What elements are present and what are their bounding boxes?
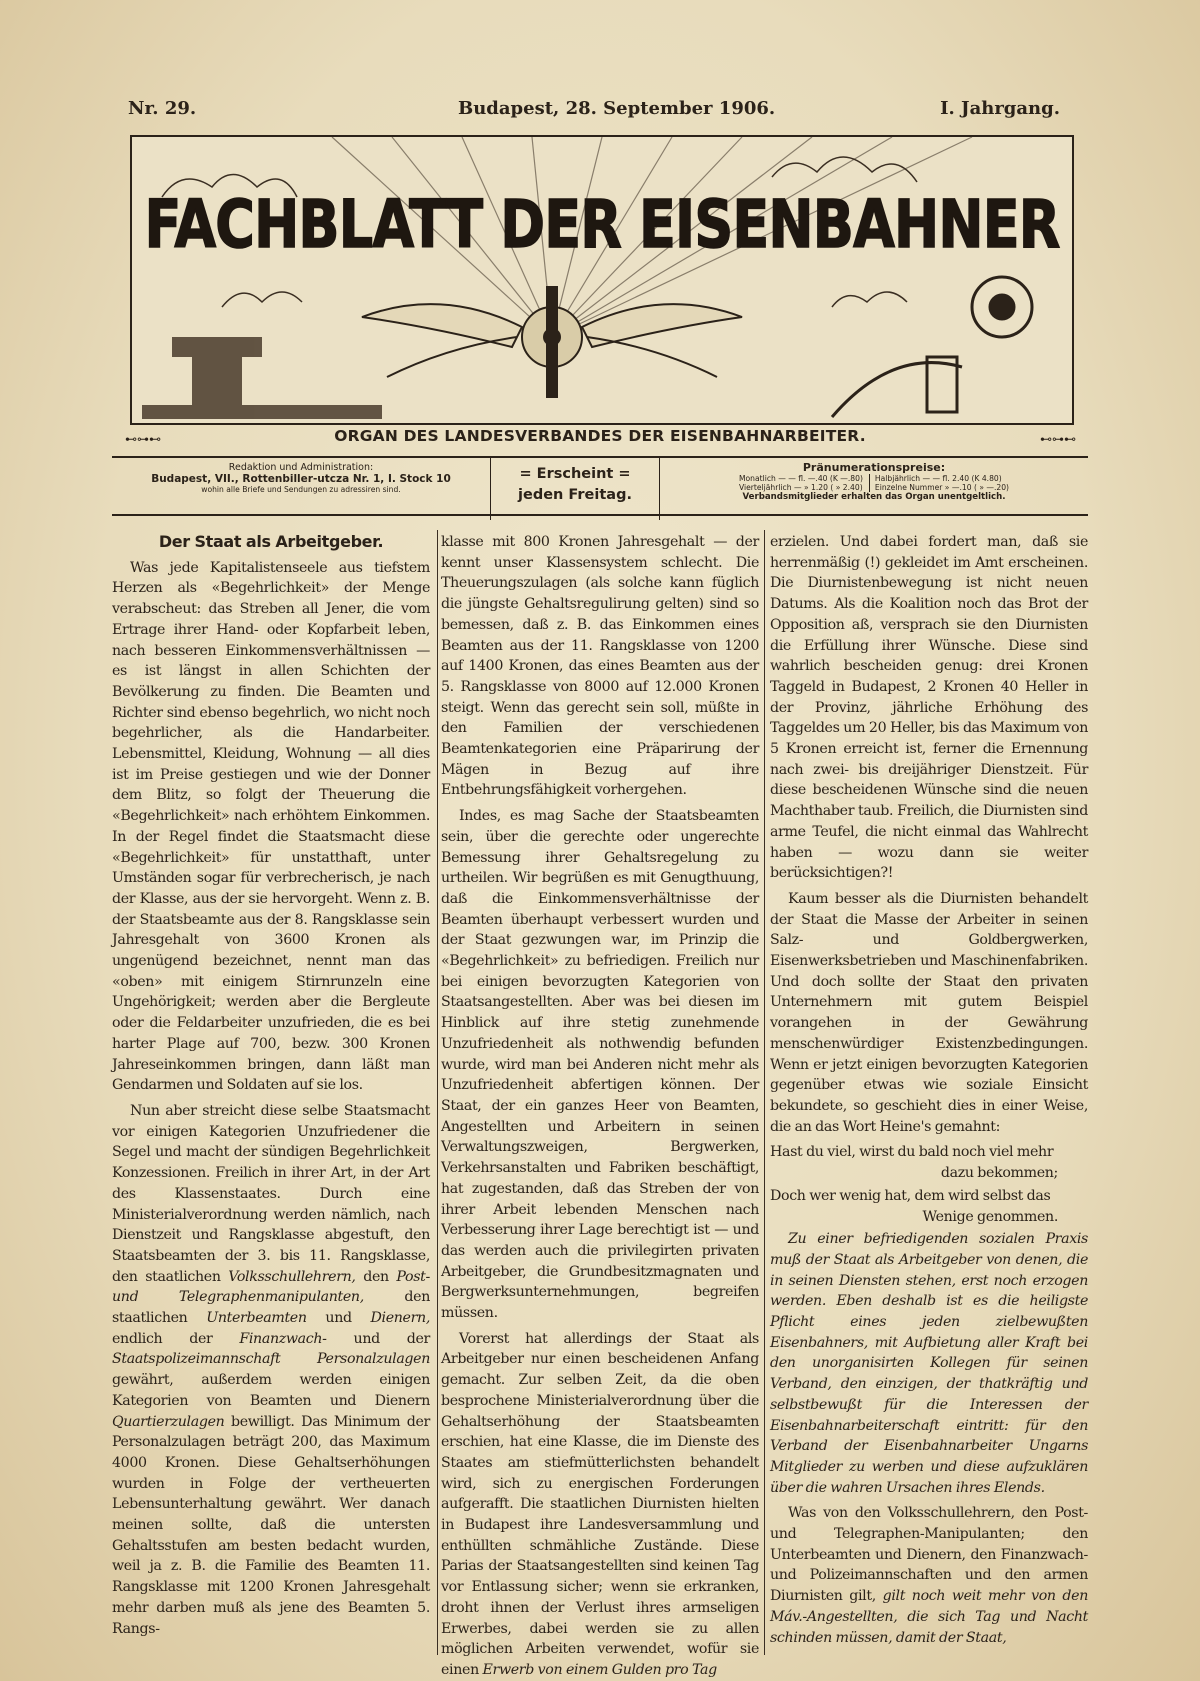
text-run: den staatlichen <box>112 1289 430 1327</box>
article-column-2 <box>441 532 759 1678</box>
ornament-icon-right: ⊷⊶⊷ <box>1040 432 1076 446</box>
italic-run: Post- und Telegraphenmanipulanten, <box>112 1268 430 1306</box>
appears-value: jeden Freitag. <box>518 487 632 503</box>
paragraph <box>441 1329 759 1681</box>
ornament-icon-left: ⊷⊶⊷ <box>125 432 161 446</box>
italic-run: Erwerb von einem Gulden pro Tag <box>482 1661 717 1678</box>
italic-run: Dienern, <box>370 1310 430 1327</box>
editorial-address <box>112 458 490 518</box>
dateline <box>128 98 1060 124</box>
organ-subtitle: ORGAN DES LANDESVERBANDES DER EISENBAHNARBEITER. <box>334 427 866 445</box>
paragraph <box>112 1101 430 1639</box>
italic-run: Unterbeamten <box>206 1310 307 1327</box>
column-divider <box>437 530 438 1655</box>
verse-text: Doch wer wenig hat, dem wird selbst das <box>770 1187 1051 1204</box>
text-run: und <box>325 1310 352 1327</box>
address-note: wohin alle Briefe und Sendungen zu adressiren sind. <box>201 485 401 494</box>
text-run: Vorerst hat allerdings der Staat als Arbeitgeber nur einen bescheidenen Anfang gemacht. Zur selben Zeit, da die oben besprochene Ministerialverordnung über die Gehaltserhöhung der Staatsbeamten erschien, hat eine Klasse, die im Dienste des Staates am stiefmütterlichsten behandelt wird, sich zu energischen Forderungen aufgerafft. Die staatlichen Diurnisten hielten in Budapest ihre Landesversammlung und enthüllten schmähliche Zustände. Diese Parias der Staatsangestellten sind keinen Tag vor Entlassung sicher; wenn sie erkranken, droht ihnen der Verlust ihres armseligen Erwerbes, dabei werden sie zu allen möglichen Arbeiten verwendet, wofür sie einen <box>441 1330 759 1678</box>
article-headline: Der Staat als Arbeitgeber. <box>158 532 384 551</box>
members-note: Verbandsmitglieder erhalten das Organ unentgeltlich. <box>742 492 1006 502</box>
text-run: Nun aber streicht diese selbe Staatsmacht vor einigen Kategorien Unzufriedener die Segel und macht der sündigen Begehrlichkeit Konzessionen. Freilich in ihrer Art, in der Art des Klassenstaates. Durch eine Ministerialverordnung werden nämlich, nach Dienstzeit und Rangsklasse abgestuft, den Staatsbeamten der 3. bis 11. Rangsklasse, den staatlichen <box>112 1102 430 1285</box>
masthead-art <box>132 137 1072 423</box>
text-run: Was von den Volksschullehrern, den Post- und Telegraphen-Manipulanten; den Unterbeamten und Dienern, den Finanzwach- und Polizeimannschaften und den armen Diurnisten gilt, <box>770 1505 1088 1605</box>
text-run: bewilligt. Das Minimum der Personalzulagen beträgt 200, das Maximum 4000 Kronen. Diese Gehaltserhöhungen wurden in Folge der vertheuerten Lebensunterhaltung gewährt. Wer danach meinen sollte, daß die untersten Gehaltsstufen am besten bedacht wurden, weil ja z. B. die Familie des Beamten 11. Rangsklasse mit 1200 Kronen Jahresgehalt mehr darben muß als jene des Beamten 5. Rangs- <box>112 1413 430 1637</box>
verse-line <box>770 1142 1088 1183</box>
article-column-1 <box>112 532 430 1652</box>
appears-label: = Erscheint = <box>519 466 631 482</box>
address-label: Redaktion und Administration: <box>228 462 374 473</box>
text-run: und der <box>353 1330 430 1347</box>
paragraph: Zu einer befriedigenden sozialen Praxis muß der Staat als Arbeitgeber von denen, die in seinen Diensten stehen, erst noch erzogen werden. Eben deshalb ist es die heiligste Pflicht eines jeden zielbewußten Eisenbahners, mit Aufbietung aller Kraft bei den unorganisirten Kollegen für seinen Verband, den einzigen, der thatkräftig und selbstbewußt für die Interessen der Eisenbahnarbeiterschaft eintritt: für den Verband der Eisenbahnarbeiter Ungarns Mitglieder zu werben und diese aufzuklären über die wahren Ursachen ihres Elends. <box>770 1231 1088 1496</box>
winged-wheel-icon <box>362 287 742 397</box>
verse-text: Hast du viel, wirst du bald noch viel mehr <box>770 1144 1054 1161</box>
publication-frequency <box>490 458 660 520</box>
prices-title: Pränumerationspreise: <box>802 461 946 474</box>
place-date: Budapest, 28. September 1906. <box>458 98 776 119</box>
masthead-title: FACHBLATT DER EISENBAHNER <box>144 186 1060 263</box>
column-divider <box>764 530 765 1655</box>
italic-run: Quartierzulagen <box>112 1413 225 1430</box>
address-line: Budapest, VII., Rottenbiller-utcza Nr. 1, I. Stock 10 <box>151 473 451 485</box>
masthead-illustration <box>130 135 1074 425</box>
article-column-3 <box>770 532 1088 1652</box>
price-quarterly: Vierteljährlich — » 1.20 ( » 2.40) <box>738 483 863 492</box>
price-single: Einzelne Nummer » —.10 ( » —.20) <box>874 483 1010 492</box>
italic-run: Finanzwach- <box>239 1330 327 1347</box>
verse-text: dazu bekommen; <box>940 1165 1058 1182</box>
paragraph <box>770 1503 1088 1648</box>
text-run: endlich der <box>112 1330 213 1347</box>
issue-number: Nr. 29. <box>128 98 197 119</box>
paragraph: Was jede Kapitalistenseele aus tiefstem Herzen als «Begehrlichkeit» der Menge verabscheut: das Streben all Jener, die vom Ertrage ihrer Hand- oder Kopfarbeit leben, nach besseren Einkommensverhältnissen — es ist längst in allen Schichten der Bevölkerung zu finden. Die Beamten und Richter sind ebenso begehrlich, wo nicht noch begehrlicher, als die Handarbeiter. Lebensmittel, Kleidung, Wohnung — all dies ist im Preise gestiegen und wie der Donner dem Blitz, so folgt der Theuerung die «Begehrlichkeit» nach erhöhtem Einkommen. In der Regel findet die Staatsmacht diese «Begehrlichkeit» für unstatthaft, unter Umständen sogar für verbrecherisch, je nach der Klasse, aus der sie hervorgeht. Wenn z. B. der Staatsbeamte aus der 8. Rangsklasse sein Jahresgehalt von 3600 Kronen als ungenügend bezeichnet, nennt man das «oben» mit einigem Stirnrunzeln eine Ungehörigkeit; werden aber die Bergleute oder die Feldarbeiter unzufrieden, die es bei harter Plage auf 700, bezw. 300 Kronen Jahreseinkommen bringen, dann läßt man Gendarmen und Soldaten auf sie los. <box>112 559 430 1094</box>
volume: I. Jahrgang. <box>940 98 1060 119</box>
price-monthly: Monatlich — — fl. —.40 (K —.80) <box>738 474 863 483</box>
italic-run: gilt noch weit mehr von den Máv.-Angestellten, die sich Tag und Nacht schinden müssen, damit der Staat, <box>770 1588 1088 1646</box>
text-run: den <box>363 1268 389 1285</box>
verse-text: Wenige genommen. <box>922 1208 1058 1225</box>
paragraph: Kaum besser als die Diurnisten behandelt der Staat die Masse der Arbeiter in seinen Salz- und Goldbergwerken, Eisenwerksbetrieben und Maschinenfabriken. Und doch sollte der Staat den privaten Unternehmern mit gutem Beispiel vorangehen in der Gewährung menschenwürdiger Existenzbedingungen. Wenn er jetzt einigen bevorzugten Kategorien gegenüber etwas wie soziale Einsicht bekundete, so geschieht dies in einer Weise, die an das Wort Heine's gemahnt: <box>770 890 1088 1135</box>
paragraph: Indes, es mag Sache der Staatsbeamten sein, über die gerechte oder ungerechte Bemessung ihrer Gehaltsregelung zu urtheilen. Wir begrüßen es mit Genugthuung, daß die Einkommensverhältnisse der Beamten überhaupt verbessert wurden und der Staat gezwungen war, im Prinzip die «Begehrlichkeit» zu befriedigen. Freilich nur bei einigen bevorzugten Kategorien von Staatsangestellten. Aber was bei diesen im Hinblick auf ihre stetig zunehmende Unzufriedenheit als nothwendig befunden wurde, wird man bei Anderen nicht mehr als Unzufriedenheit abfertigen können. Der Staat, der ein ganzes Heer von Beamten, Angestellten und Arbeitern in seinen Verwaltungszweigen, Bergwerken, Verkehrsanstalten und Fabriken beschäftigt, hat zugestanden, daß das Streben der von ihrer Arbeit lebenden Menschen nach Verbesserung ihrer Lage berechtigt ist — und das werden auch die privilegirten privaten Arbeitgeber, die Grundbesitzmagnaten und Bergwerksunternehmungen, begreifen müssen. <box>441 808 759 1322</box>
italic-run: Staatspolizeimannschaft Personalzulagen <box>112 1351 430 1368</box>
info-bar <box>112 456 1088 516</box>
paragraph: erzielen. Und dabei fordert man, daß sie herrenmäßig (!) gekleidet im Amt erscheinen. Die Diurnistenbewegung ist nicht neuen Datums. Als die Koalition noch das Brot der Opposition aß, versprach sie den Diurnisten die Erfüllung ihrer Wünsche. Diese sind wahrlich bescheiden genug: drei Kronen Taggeld in Budapest, 2 Kronen 40 Heller in der Provinz, jährliche Erhöhung des Taggeldes um 20 Heller, bis das Maximum von 5 Kronen erreicht ist, ferner die Ernennung nach zwei- bis dreijähriger Dienstzeit. Für diese bescheidenen Wünsche sind die neuen Machthaber taub. Freilich, die Diurnisten sind arme Teufel, die nicht einmal das Wahlrecht haben — wozu dann sie weiter berücksichtigen?! <box>770 534 1088 882</box>
paragraph: klasse mit 800 Kronen Jahresgehalt — der kennt unser Klassensystem schlecht. Die Theuerungszulagen (als solche kann füglich die jüngste Gehaltsregulirung gelten) sind so bemessen, daß z. B. das Einkommen eines Beamten aus der 11. Rangsklasse von 1200 auf 1400 Kronen, das eines Beamten aus der 5. Rangsklasse von 8000 auf 12.000 Kronen steigt. Wenn das gerecht sein soll, müßte in den Familien der verschiedenen Beamtenkategorien eine Präparirung der Mägen in Bezug auf ihre Entbehrungsfähigkeit vorhergehen. <box>441 534 759 799</box>
italic-run: Volksschullehrern, <box>228 1268 356 1285</box>
text-run: gewährt, außerdem werden einigen Kategorien von Beamten und Dienern <box>112 1372 430 1409</box>
subscription-prices <box>660 458 1088 517</box>
verse-line <box>770 1186 1088 1227</box>
price-halfyear: Halbjährlich — — fl. 2.40 (K 4.80) <box>874 474 1002 483</box>
